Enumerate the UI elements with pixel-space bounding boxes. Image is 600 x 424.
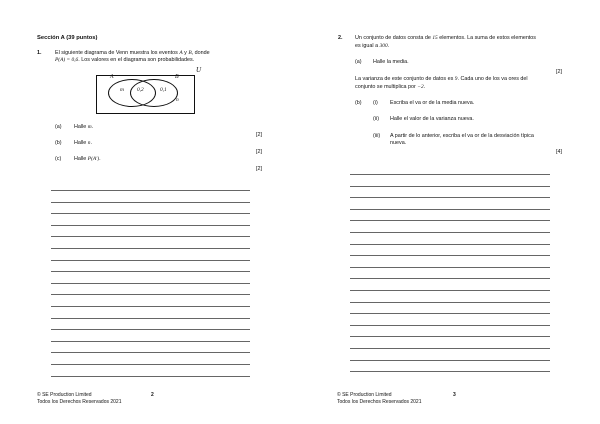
- answer-line: [350, 348, 550, 349]
- answer-line: [51, 213, 250, 214]
- q2-part-b-iii-text: A partir de lo anterior, escriba el va or de la desviación típica nueva.: [390, 133, 534, 147]
- q2-part-b-ii-label: (ii): [373, 116, 379, 122]
- q2-part-a-marks: [2]: [556, 69, 562, 75]
- answer-line: [350, 313, 550, 314]
- answer-line: [350, 325, 550, 326]
- answer-line: [350, 336, 550, 337]
- page-number-left: 2: [151, 392, 154, 398]
- answer-line: [51, 306, 250, 307]
- q2-part-b-marks: [4]: [556, 149, 562, 155]
- answer-line: [350, 278, 550, 279]
- q2-part-b-label: (b): [355, 100, 362, 106]
- answer-line: [350, 267, 550, 268]
- q2-intro-line1: Un conjunto de datos consta de 15 elementos. La suma de estos elementos: [355, 35, 537, 41]
- venn-label-b: B: [175, 74, 179, 80]
- answer-line: [51, 376, 250, 377]
- answer-line: [350, 220, 550, 221]
- q2-part-b-i-text: Escriba el va or de la media nueva.: [390, 100, 475, 106]
- answer-line: [350, 360, 550, 361]
- answer-line: [350, 197, 550, 198]
- answer-line: [51, 329, 250, 330]
- footer-rights-left: Todos los Derechos Reservados 2021: [37, 399, 122, 405]
- q2-intro-line2: es igual a 300.: [355, 43, 390, 49]
- answer-line: [350, 255, 550, 256]
- venn-label-a: A: [110, 74, 114, 80]
- q2-part-a-text: Halle la media.: [373, 59, 409, 65]
- answer-line: [350, 186, 550, 187]
- q2-part-b-iii-label: (iii): [373, 133, 381, 139]
- answer-line: [51, 318, 250, 319]
- q1-part-c-label: (c): [55, 156, 62, 162]
- footer-copyright-left: © SE Production Limited: [37, 392, 92, 398]
- answer-line: [51, 364, 250, 365]
- venn-region-outside: n: [176, 97, 179, 103]
- footer-copyright-right: © SE Production Limited: [337, 392, 392, 398]
- answer-line: [51, 248, 250, 249]
- q1-part-a-marks: [2]: [256, 132, 262, 138]
- q2-variance-line1: La varianza de este conjunto de datos es 9. Cada uno de los va ores del: [355, 76, 528, 82]
- q1-part-b-text: Halle n.: [74, 140, 92, 146]
- answer-line: [51, 260, 250, 261]
- answer-line: [350, 244, 550, 245]
- answer-line: [350, 232, 550, 233]
- q1-part-c-text: Halle P(A′).: [74, 156, 101, 162]
- answer-line: [350, 371, 550, 372]
- answer-line: [51, 225, 250, 226]
- answer-line: [51, 294, 250, 295]
- venn-region-intersection: 0,2: [137, 87, 144, 93]
- q2-number: 2.: [338, 35, 343, 41]
- q1-part-a-text: Halle m.: [74, 124, 94, 130]
- q2-part-b-ii-text: Halle el valor de la varianza nueva.: [390, 116, 474, 122]
- right-page: [300, 0, 600, 424]
- q2-variance-line2: conjunto se multiplica por −2.: [355, 84, 426, 90]
- answer-line: [350, 302, 550, 303]
- section-title: Sección A (39 puntos): [37, 35, 98, 41]
- answer-line: [51, 341, 250, 342]
- answer-line: [51, 283, 250, 284]
- q1-part-c-marks: [2]: [256, 166, 262, 172]
- answer-line: [350, 174, 550, 175]
- page-number-right: 3: [453, 392, 456, 398]
- venn-region-b-only: 0,1: [160, 87, 167, 93]
- q1-intro-line1: El siguiente diagrama de Venn muestra los eventos A y B, donde: [55, 50, 210, 56]
- answer-line: [51, 190, 250, 191]
- answer-line: [51, 352, 250, 353]
- answer-line: [350, 290, 550, 291]
- q2-part-a-label: (a): [355, 59, 362, 65]
- q1-part-b-label: (b): [55, 140, 62, 146]
- answer-line: [51, 271, 250, 272]
- q1-number: 1.: [37, 50, 42, 56]
- q1-part-b-marks: [2]: [256, 149, 262, 155]
- venn-label-u: U: [196, 66, 202, 74]
- footer-rights-right: Todos los Derechos Reservados 2021: [337, 399, 422, 405]
- q2-part-b-i-label: (i): [373, 100, 378, 106]
- q1-part-a-label: (a): [55, 124, 62, 130]
- answer-line: [350, 209, 550, 210]
- venn-region-a-only: m: [120, 87, 124, 93]
- answer-line: [51, 236, 250, 237]
- q1-intro-line2: P(A) = 0,6. Los valores en el diagrama son probabilidades.: [55, 57, 195, 63]
- answer-line: [51, 202, 250, 203]
